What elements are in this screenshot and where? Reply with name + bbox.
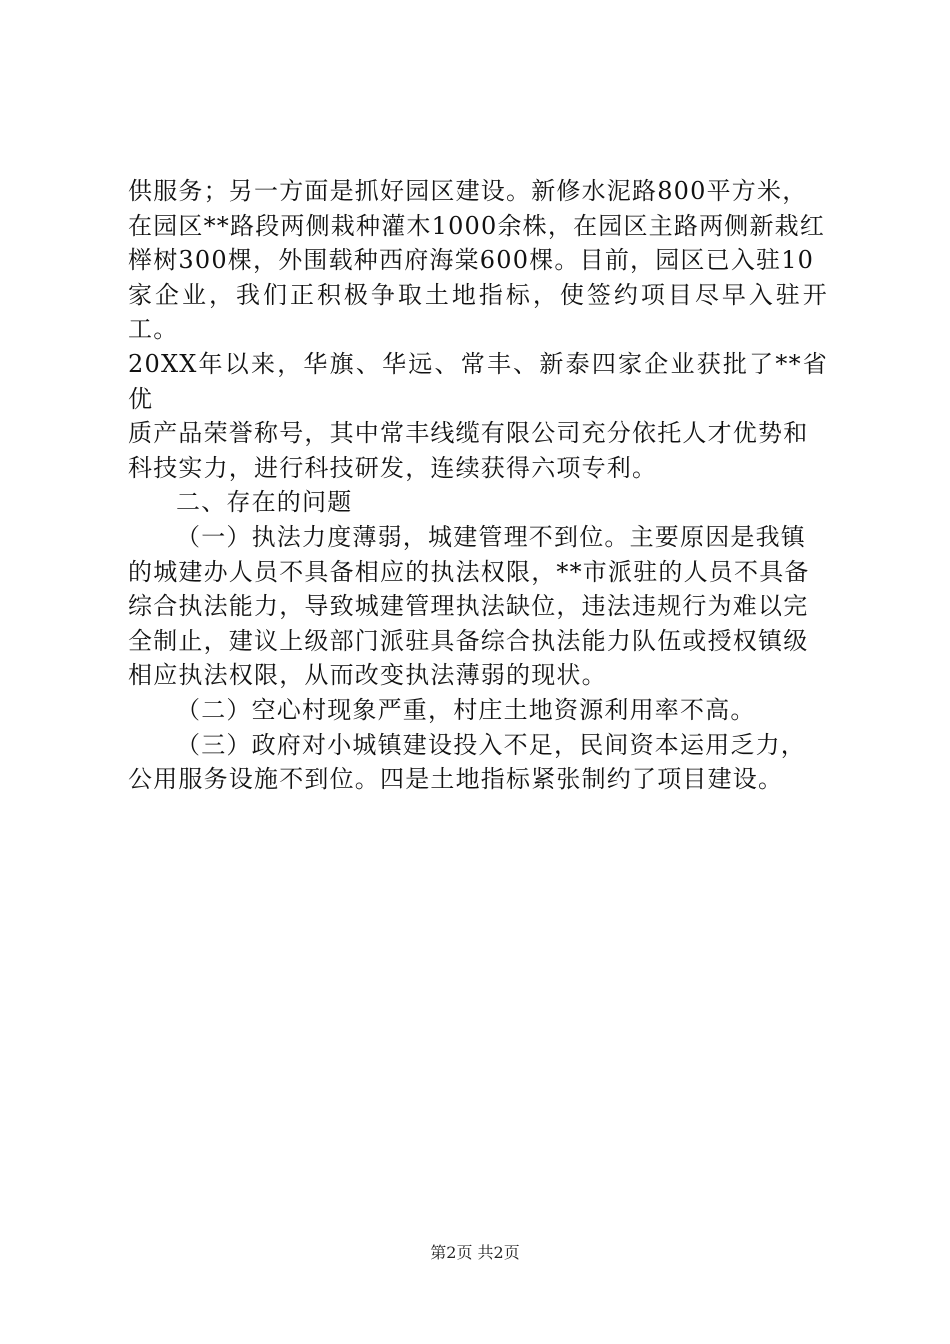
text-line: 20XX年以来，华旗、华远、常丰、新泰四家企业获批了**省优 <box>128 349 828 413</box>
text-line: 的城建办人员不具备相应的执法权限，**市派驻的人员不具备 <box>128 557 810 586</box>
text-line: 公用服务设施不到位。四是土地指标紧张制约了项目建设。 <box>128 765 784 794</box>
text-line: 在园区**路段两侧栽种灌木1000余株，在园区主路两侧新栽红 <box>128 211 826 240</box>
text-line: 榉树300棵，外围载种西府海棠600棵。目前，园区已入驻10 <box>128 246 815 275</box>
heading-text: 二、存在的问题 <box>176 488 353 517</box>
document-body <box>128 174 828 797</box>
text-line: 供服务；另一方面是抓好园区建设。新修水泥路800平方米， <box>128 177 808 205</box>
text-line: （三）政府对小城镇建设投入不足，民间资本运用乏力， <box>176 730 806 759</box>
text-line: 质产品荣誉称号，其中常丰线缆有限公司充分依托人才优势和 <box>128 419 809 448</box>
text-line: （一）执法力度薄弱，城建管理不到位。主要原因是我镇 <box>176 522 806 551</box>
paragraph-problem-1 <box>128 520 828 693</box>
text-line: 科技实力，进行科技研发，连续获得六项专利。 <box>128 453 658 482</box>
text-line: 家企业，我们正积极争取土地指标，使签约项目尽早入驻开工。 <box>128 280 828 344</box>
paragraph-continuation <box>128 174 828 485</box>
paragraph-problem-3 <box>128 728 828 797</box>
section-heading <box>128 485 828 520</box>
paragraph-problem-2 <box>128 693 828 728</box>
text-line: 综合执法能力，导致城建管理执法缺位，违法违规行为难以完 <box>128 592 809 621</box>
text-line: （二）空心村现象严重，村庄土地资源利用率不高。 <box>176 695 756 724</box>
text-line: 相应执法权限，从而改变执法薄弱的现状。 <box>128 661 607 690</box>
page-number-footer: 第2页 共2页 <box>430 1243 520 1262</box>
text-line: 全制止，建议上级部门派驻具备综合执法能力队伍或授权镇级 <box>128 626 809 655</box>
